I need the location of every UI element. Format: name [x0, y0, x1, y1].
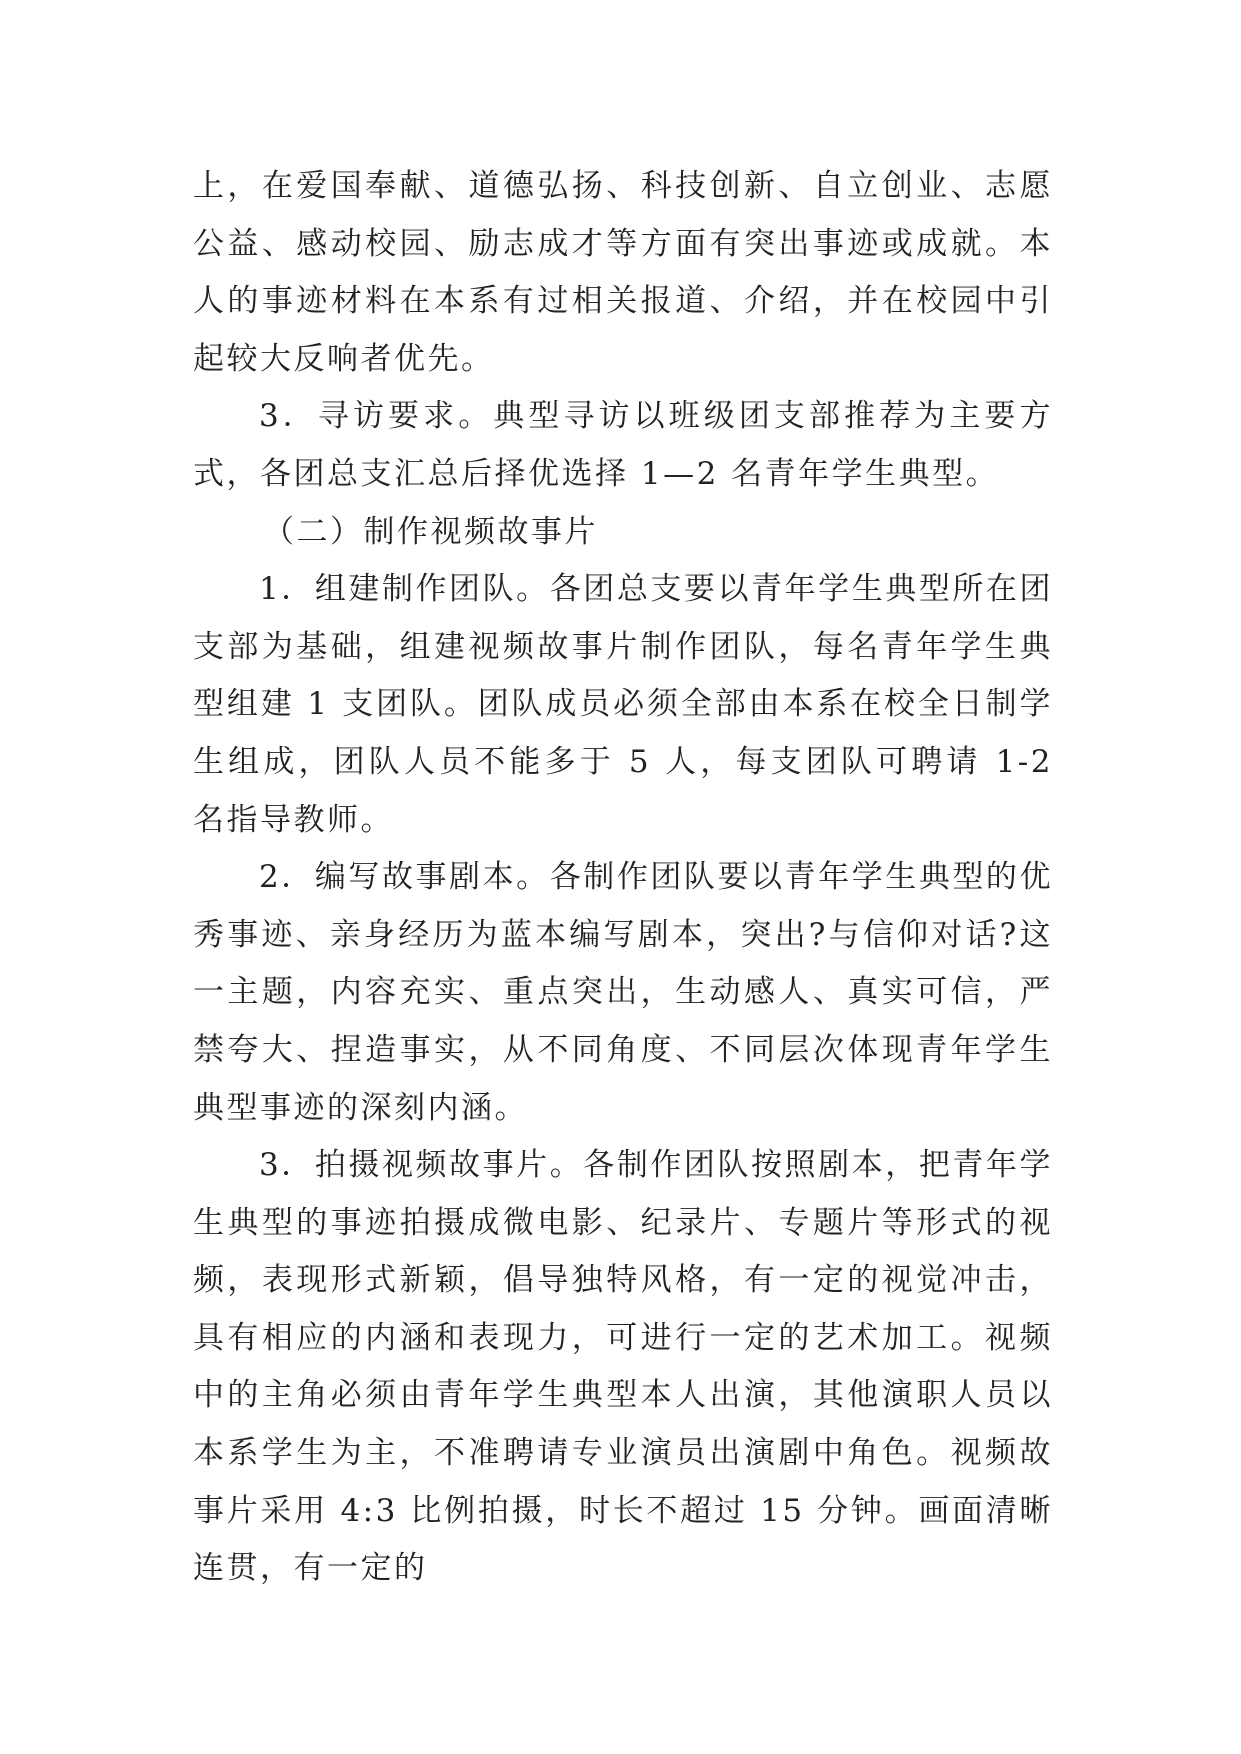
section-heading-video-production: （二）制作视频故事片	[263, 513, 598, 550]
paragraph-write-script: 2．编写故事剧本。各制作团队要以青年学生典型的优秀事迹、亲身经历为蓝本编写剧本，突出?与信仰对话?这一主题，内容充实、重点突出，生动感人、真实可信，严禁夸大、捏造事实，从不同角度、不同层次体现青年学生典型事迹的深刻内涵。	[193, 859, 1053, 1126]
paragraph-shoot-video: 3．拍摄视频故事片。各制作团队按照剧本，把青年学生典型的事迹拍摄成微电影、纪录片、专题片等形式的视频，表现形式新颖，倡导独特风格，有一定的视觉冲击，具有相应的内涵和表现力，可进行一定的艺术加工。视频中的主角必须由青年学生典型本人出演，其他演职人员以本系学生为主，不准聘请专业演员出演剧中角色。视频故事片采用 4:3 比例拍摄，时长不超过 15 分钟。画面清晰连贯，有一定的	[193, 1147, 1053, 1587]
paragraph-form-team: 1．组建制作团队。各团总支要以青年学生典型所在团支部为基础，组建视频故事片制作团队，每名青年学生典型组建 1 支团队。团队成员必须全部由本系在校全日制学生组成，团队人员不能多于 5 人，每支团队可聘请 1-2 名指导教师。	[193, 571, 1053, 838]
paragraph-search-requirements: 3．寻访要求。典型寻访以班级团支部推荐为主要方式，各团总支汇总后择优选择 1—2 名青年学生典型。	[193, 398, 1053, 492]
paragraph-criteria-continued: 上，在爱国奉献、道德弘扬、科技创新、自立创业、志愿公益、感动校园、励志成才等方面有突出事迹或成就。本人的事迹材料在本系有过相关报道、介绍，并在校园中引起较大反响者优先。	[193, 168, 1053, 377]
document-body	[193, 158, 1053, 1598]
